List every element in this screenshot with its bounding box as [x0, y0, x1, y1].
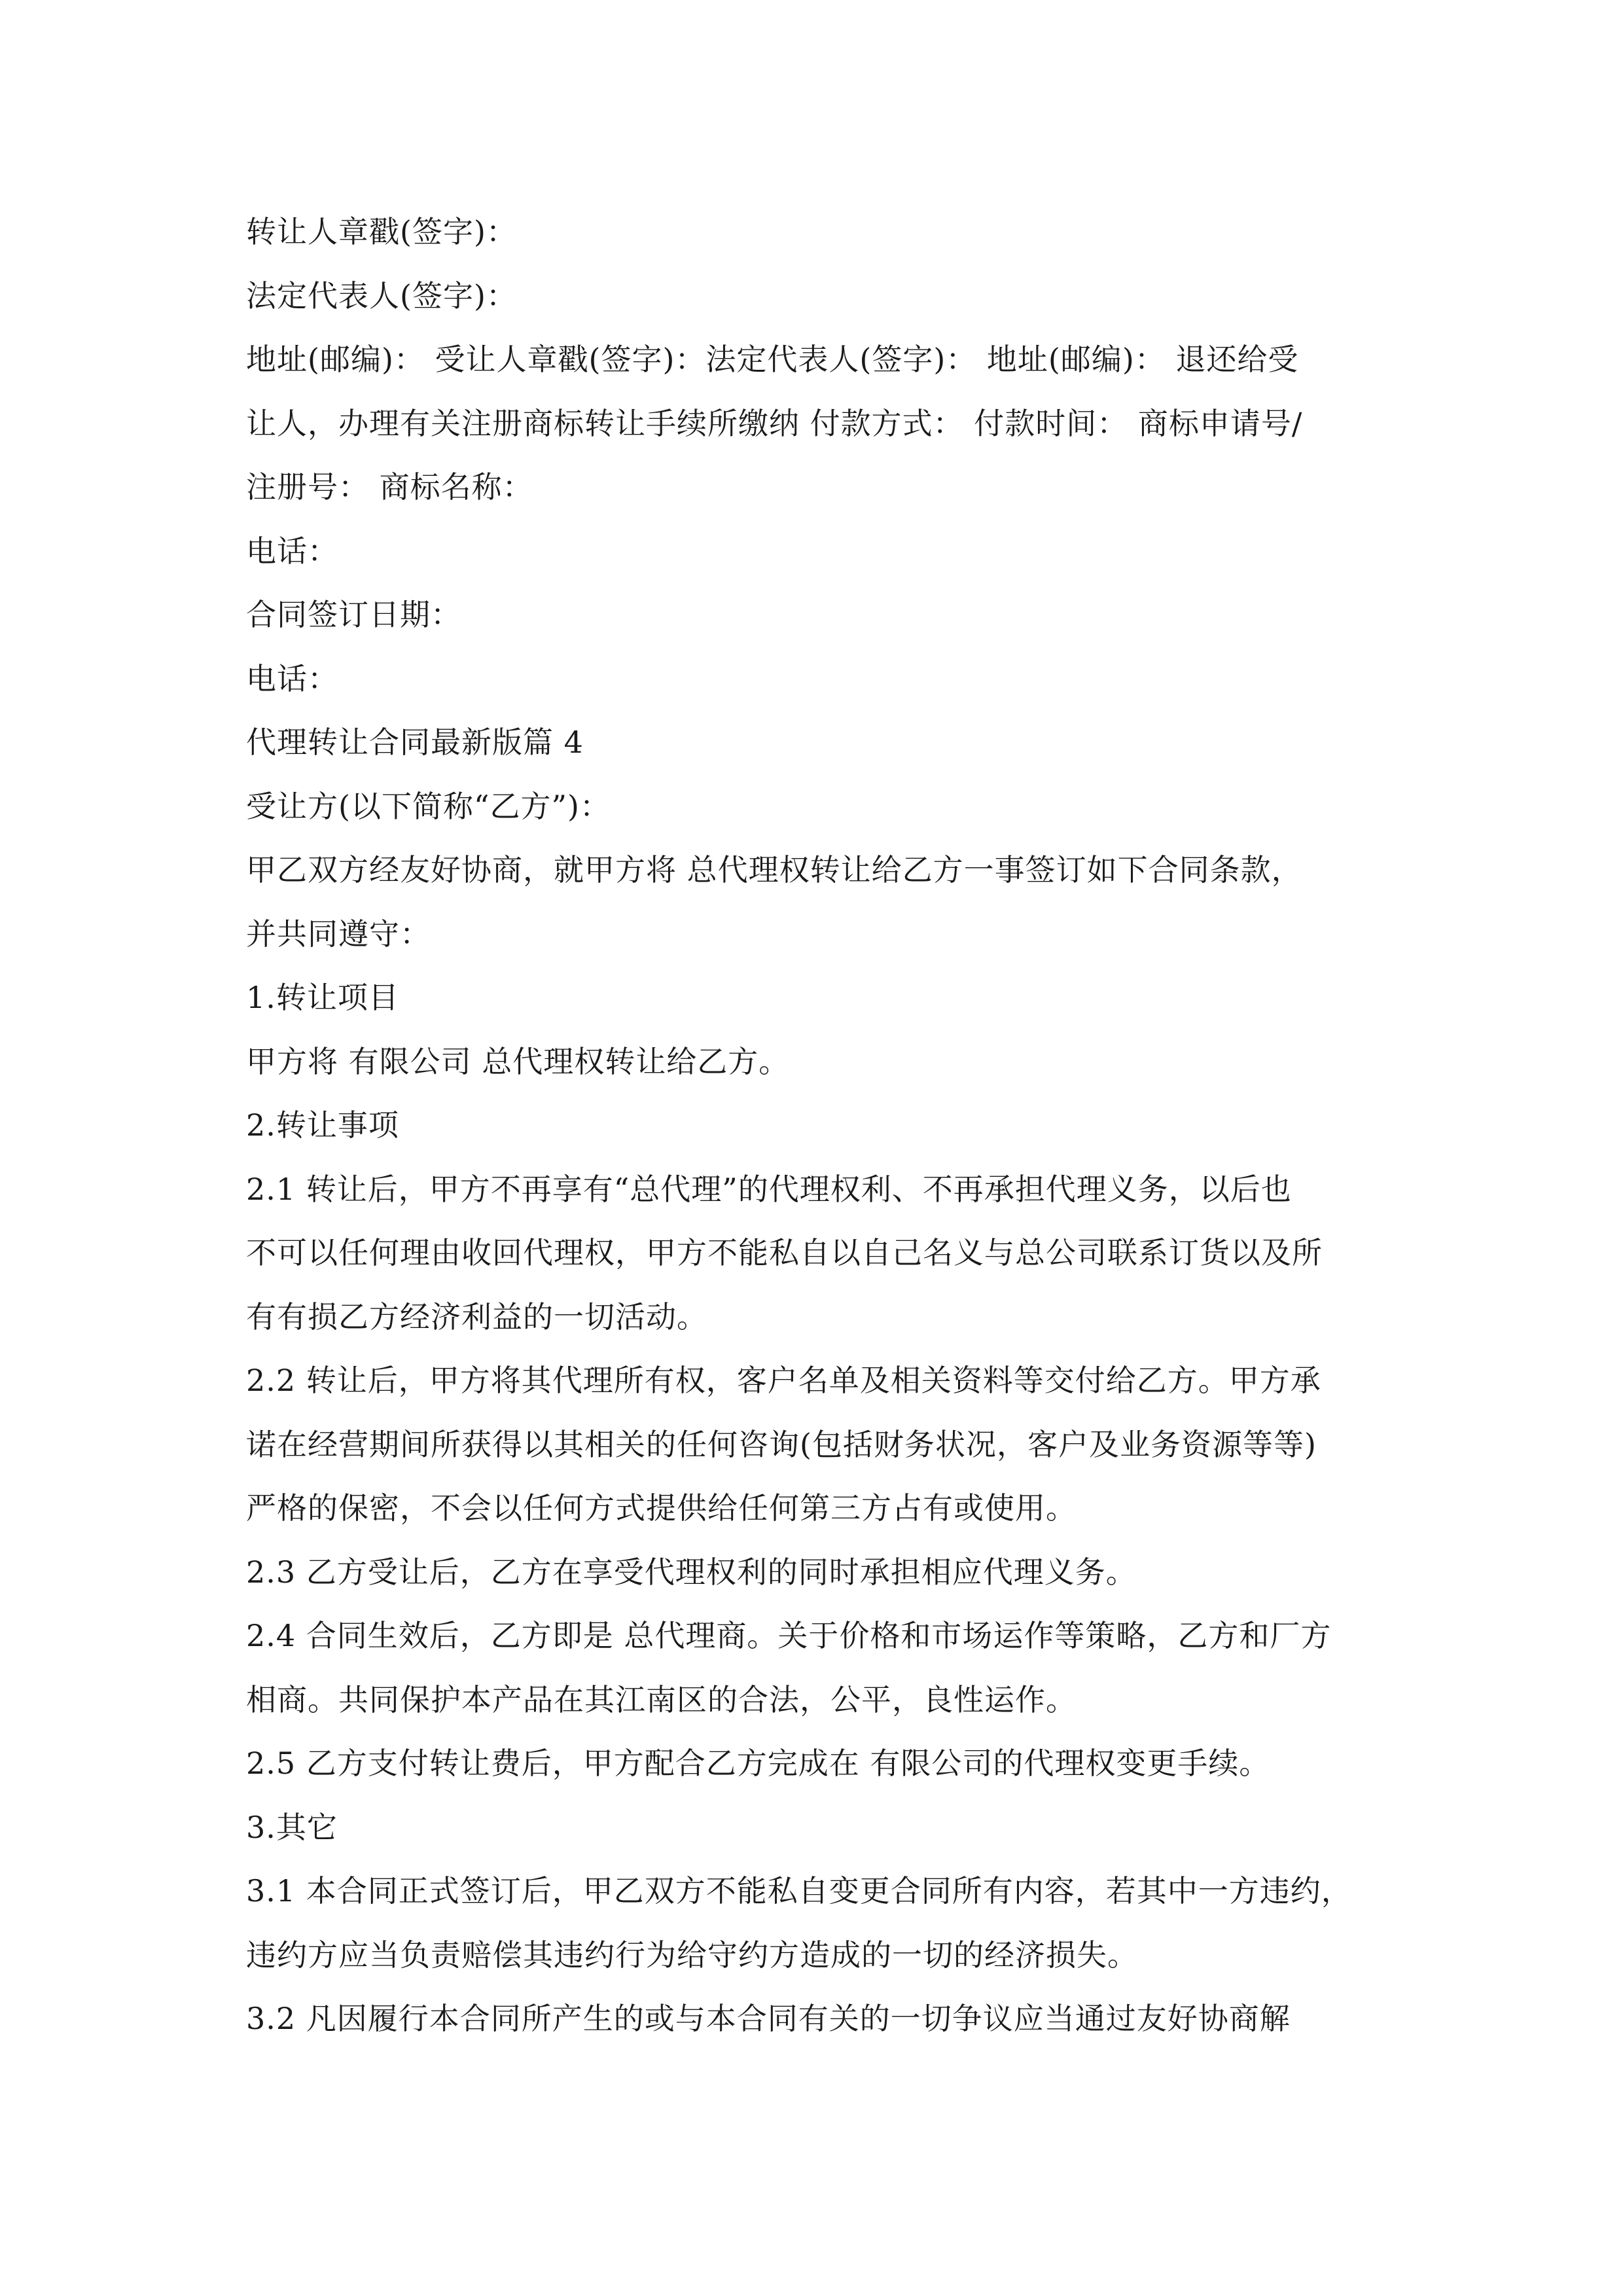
- paragraph-line: 2.1 转让后，甲方不再享有“总代理”的代理权利、不再承担代理义务，以后也: [246, 1171, 1292, 1207]
- section-heading: 代理转让合同最新版篇 4: [246, 725, 584, 760]
- paragraph-line: 违约方应当负责赔偿其违约行为给守约方造成的一切的经济损失。: [246, 1937, 1138, 1973]
- paragraph-line: 3.2 凡因履行本合同所产生的或与本合同有关的一切争议应当通过友好协商解: [246, 2001, 1291, 2036]
- paragraph-line: 2.2 转让后，甲方将其代理所有权，客户名单及相关资料等交付给乙方。甲方承: [246, 1363, 1321, 1398]
- paragraph-line: 有有损乙方经济利益的一切活动。: [246, 1299, 707, 1335]
- address-fields-line: 地址(邮编)： 受让人章戳(签字)：法定代表人(签字)： 地址(邮编)： 退还给受: [246, 342, 1299, 377]
- paragraph-line: 相商。共同保护本产品在其江南区的合法，公平，良性运作。: [246, 1681, 1077, 1717]
- contract-date-field: 合同签订日期：: [246, 597, 461, 632]
- signature-transferor-seal: 转让人章戳(签字)：: [246, 214, 517, 249]
- paragraph-line: 甲乙双方经友好协商，就甲方将 总代理权转让给乙方一事签订如下合同条款，: [246, 852, 1302, 888]
- paragraph-line: 甲方将 有限公司 总代理权转让给乙方。: [246, 1043, 790, 1079]
- clause-heading: 1.转让项目: [246, 980, 399, 1015]
- paragraph-line: 严格的保密，不会以任何方式提供给任何第三方占有或使用。: [246, 1490, 1077, 1526]
- phone-field: 电话：: [246, 660, 338, 696]
- clause-heading: 3.其它: [246, 1809, 338, 1845]
- payment-fields-line: 让人，办理有关注册商标转让手续所缴纳 付款方式： 付款时间： 商标申请号/: [246, 405, 1303, 441]
- paragraph-line: 诺在经营期间所获得以其相关的任何咨询(包括财务状况，客户及业务资源等等): [246, 1426, 1317, 1462]
- paragraph-line: 并共同遵守：: [246, 916, 431, 952]
- paragraph-line: 2.3 乙方受让后，乙方在享受代理权利的同时承担相应代理义务。: [246, 1554, 1137, 1590]
- signature-legal-representative: 法定代表人(签字)：: [246, 278, 517, 314]
- clause-heading: 2.转让事项: [246, 1107, 399, 1143]
- paragraph-line: 不可以任何理由收回代理权，甲方不能私自以自己名义与总公司联系订货以及所: [246, 1235, 1323, 1270]
- phone-field: 电话：: [246, 533, 338, 569]
- transferee-line: 受让方(以下简称“乙方”)：: [246, 788, 611, 824]
- document-body: [246, 200, 1385, 2051]
- paragraph-line: 3.1 本合同正式签订后，甲乙双方不能私自变更合同所有内容，若其中一方违约，: [246, 1873, 1352, 1909]
- paragraph-line: 2.5 乙方支付转让费后，甲方配合乙方完成在 有限公司的代理权变更手续。: [246, 1746, 1270, 1781]
- trademark-fields-line: 注册号： 商标名称：: [246, 469, 533, 505]
- paragraph-line: 2.4 合同生效后，乙方即是 总代理商。关于价格和市场运作等策略，乙方和厂方: [246, 1618, 1332, 1653]
